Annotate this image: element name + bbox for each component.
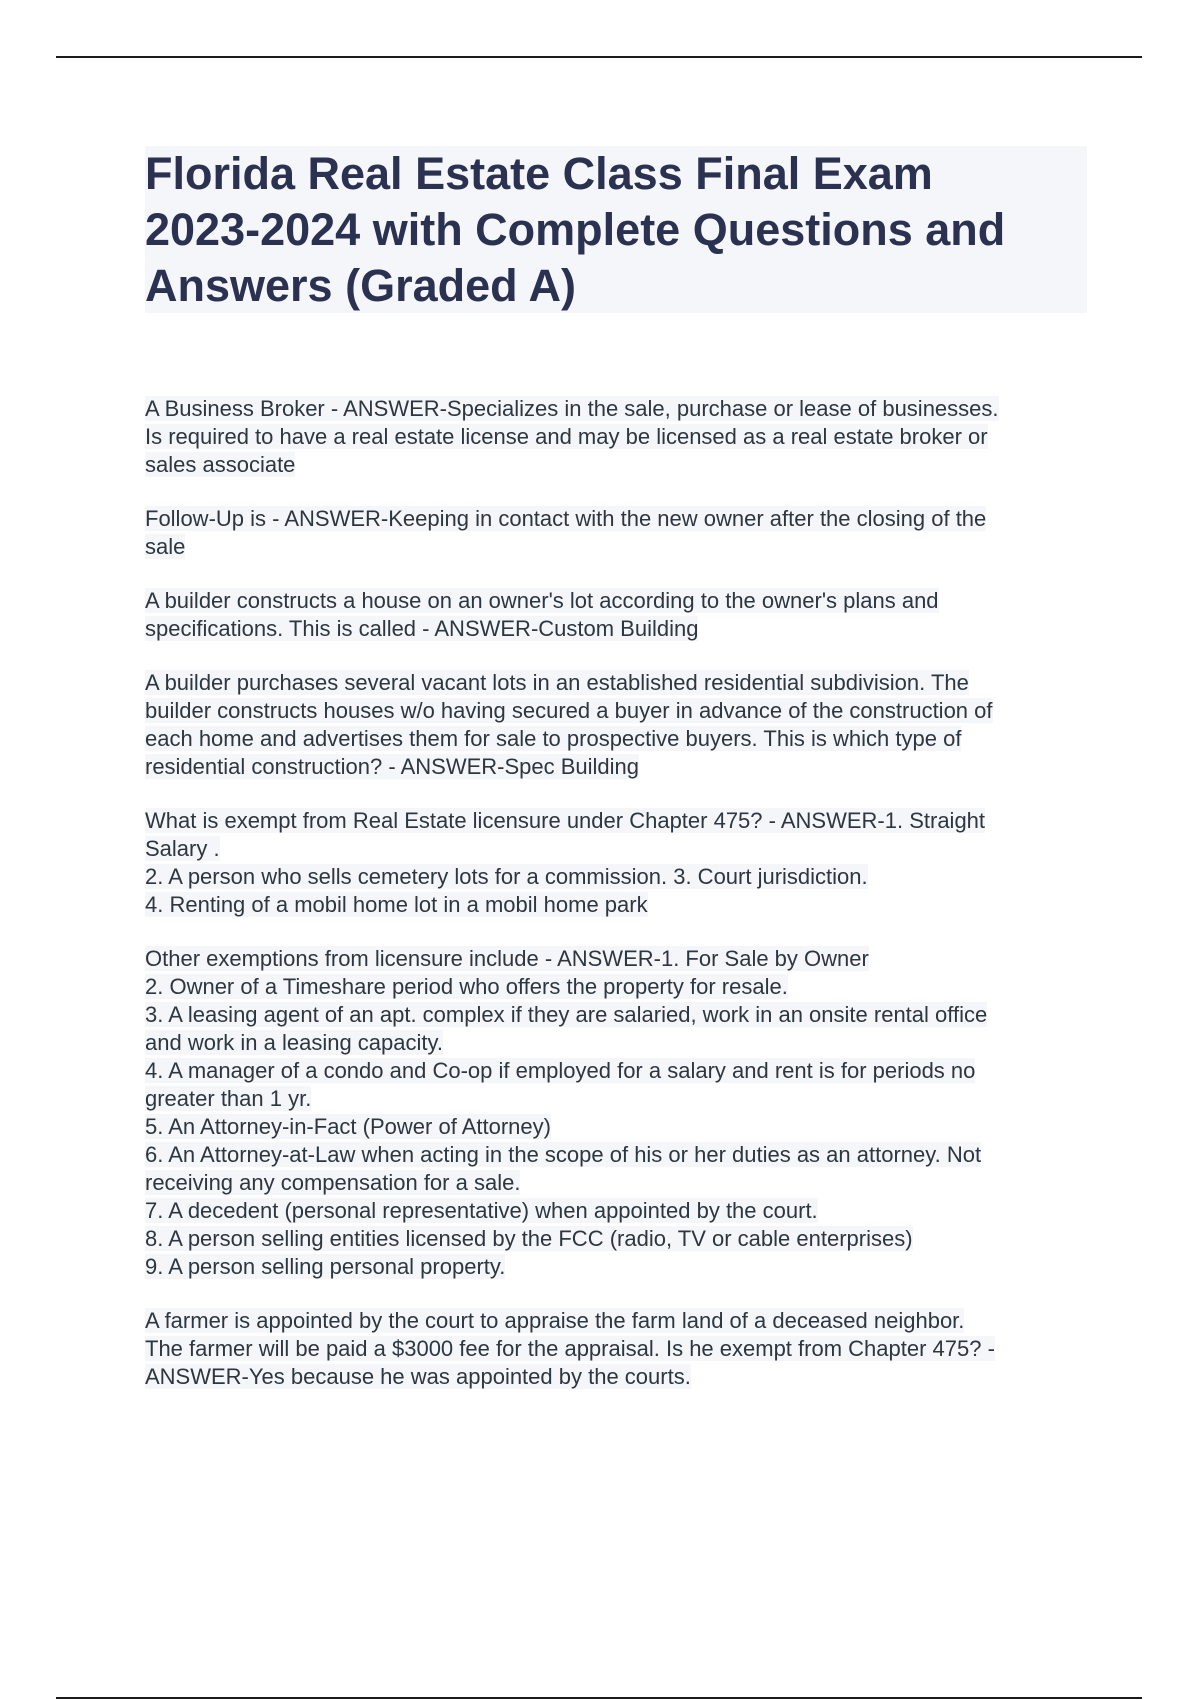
qa-line: sale (145, 534, 186, 559)
qa-line: 2. A person who sells cemetery lots for a commission. 3. Court jurisdiction. (145, 864, 868, 889)
qa-line: 6. An Attorney-at-Law when acting in the scope of his or her duties as an attorney. Not (145, 1142, 982, 1167)
qa-line: sales associate (145, 452, 296, 477)
qa-line: Salary . (145, 836, 220, 861)
qa-entry (145, 945, 1095, 1281)
page-title (145, 146, 1087, 314)
qa-line: 2. Owner of a Timeshare period who offers the property for resale. (145, 974, 788, 999)
qa-line: 8. A person selling entities licensed by the FCC (radio, TV or cable enterprises) (145, 1226, 913, 1251)
qa-line: greater than 1 yr. (145, 1086, 312, 1111)
qa-line: and work in a leasing capacity. (145, 1030, 443, 1055)
qa-line: What is exempt from Real Estate licensure under Chapter 475? - ANSWER-1. Straight (145, 808, 986, 833)
qa-entry (145, 587, 1095, 643)
qa-entry (145, 669, 1095, 781)
qa-entry (145, 1307, 1095, 1391)
qa-line: Other exemptions from licensure include - ANSWER-1. For Sale by Owner (145, 946, 869, 971)
qa-line: builder constructs houses w/o having secured a buyer in advance of the construction of (145, 698, 993, 723)
bottom-divider (56, 1697, 1142, 1699)
qa-line: receiving any compensation for a sale. (145, 1170, 521, 1195)
top-divider (56, 56, 1142, 58)
qa-line: 7. A decedent (personal representative) when appointed by the court. (145, 1198, 818, 1223)
qa-entry (145, 807, 1095, 919)
qa-list (145, 395, 1095, 1417)
qa-line: A builder constructs a house on an owner's lot according to the owner's plans and (145, 588, 939, 613)
title-line: Florida Real Estate Class Final Exam (145, 148, 933, 199)
qa-line: A farmer is appointed by the court to appraise the farm land of a deceased neighbor. (145, 1308, 965, 1333)
qa-line: ANSWER-Yes because he was appointed by the courts. (145, 1364, 691, 1389)
qa-line: A builder purchases several vacant lots in an established residential subdivision. The (145, 670, 969, 695)
qa-line: A Business Broker - ANSWER-Specializes in the sale, purchase or lease of businesses. (145, 396, 999, 421)
qa-line: 3. A leasing agent of an apt. complex if they are salaried, work in an onsite rental office (145, 1002, 988, 1027)
qa-line: 9. A person selling personal property. (145, 1254, 506, 1279)
qa-line: each home and advertises them for sale to prospective buyers. This is which type of (145, 726, 962, 751)
qa-line: 4. A manager of a condo and Co-op if employed for a salary and rent is for periods no (145, 1058, 976, 1083)
qa-line: residential construction? - ANSWER-Spec Building (145, 754, 640, 779)
qa-line: 5. An Attorney-in-Fact (Power of Attorney) (145, 1114, 551, 1139)
qa-line: 4. Renting of a mobil home lot in a mobil home park (145, 892, 648, 917)
qa-line: The farmer will be paid a $3000 fee for the appraisal. Is he exempt from Chapter 475? - (145, 1336, 995, 1361)
title-line: 2023-2024 with Complete Questions and (145, 204, 1006, 255)
qa-entry (145, 395, 1095, 479)
qa-entry (145, 505, 1095, 561)
title-line: Answers (Graded A) (145, 260, 576, 311)
qa-line: Follow-Up is - ANSWER-Keeping in contact with the new owner after the closing of the (145, 506, 987, 531)
qa-line: Is required to have a real estate license and may be licensed as a real estate broker or (145, 424, 988, 449)
qa-line: specifications. This is called - ANSWER-Custom Building (145, 616, 699, 641)
